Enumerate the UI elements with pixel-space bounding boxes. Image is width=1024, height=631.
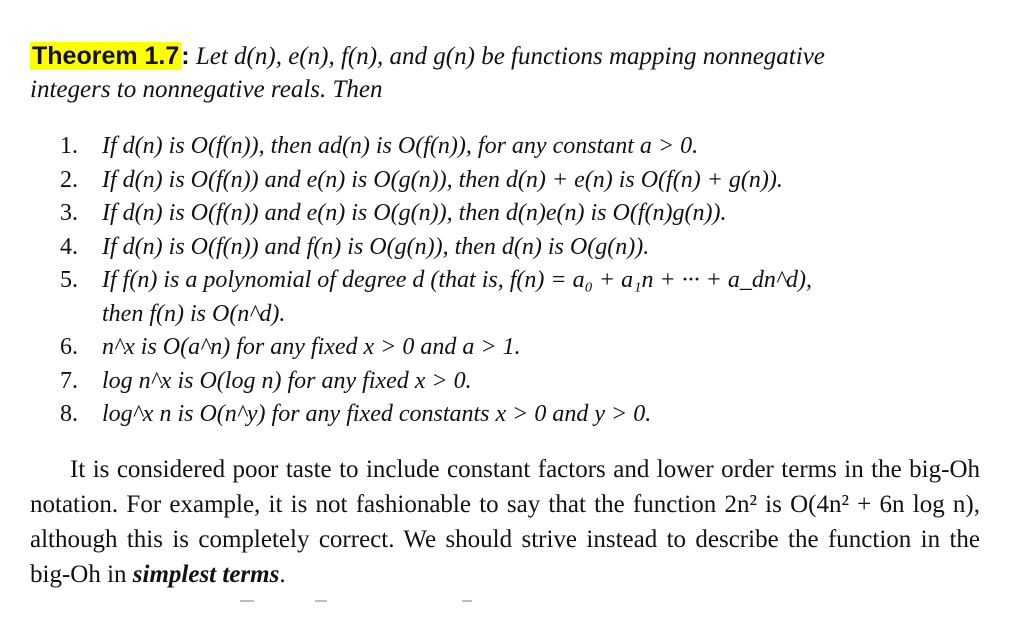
item-number: 8. (60, 401, 78, 427)
item-number: 1. (60, 133, 78, 159)
list-item (60, 365, 1000, 399)
body-paragraph (30, 452, 980, 592)
item-text: log^x n is O(n^y) for any fixed constants x > 0 and y > 0. (102, 401, 652, 427)
item-number: 4. (60, 233, 78, 260)
item-number: 3. (60, 200, 78, 226)
theorem-list (60, 130, 1000, 432)
item-number: 2. (60, 166, 78, 193)
list-item (60, 398, 1000, 432)
item-text: If d(n) is O(f(n)) and e(n) is O(g(n)), then d(n) + e(n) is O(f(n) + g(n)). (102, 166, 783, 193)
list-item (60, 164, 1000, 198)
item-text: If f(n) is a polynomial of degree d (that is, f(n) = a₀ + a₁n + ··· + a_dn^d), (102, 267, 812, 293)
list-item (60, 231, 1000, 265)
item-text: n^x is O(a^n) for any fixed x > 0 and a > 1. (102, 334, 521, 360)
item-number: 5. (60, 267, 78, 293)
item-continuation: then f(n) is O(n^d). (102, 300, 286, 327)
item-text: If d(n) is O(f(n)), then ad(n) is O(f(n)), for any constant a > 0. (102, 133, 699, 159)
page-mark (240, 600, 254, 602)
paragraph-end: . (279, 561, 286, 588)
list-item (60, 130, 1000, 164)
theorem-label: Theorem 1.7 (32, 42, 180, 70)
page-mark (315, 600, 327, 602)
item-number: 7. (60, 367, 78, 394)
paragraph-emphasis: simplest terms (132, 561, 280, 588)
item-text: If d(n) is O(f(n)) and f(n) is O(g(n)), then d(n) is O(g(n)). (102, 233, 650, 260)
theorem-intro-line1: Let d(n), e(n), f(n), and g(n) be functions mapping nonnegative (189, 43, 825, 70)
page-mark (462, 600, 472, 602)
theorem-block (30, 40, 990, 106)
list-item (60, 197, 1000, 231)
theorem-intro-line2: integers to nonnegative reals. Then (30, 76, 383, 103)
list-item (60, 264, 1000, 298)
item-number: 6. (60, 334, 78, 360)
theorem-colon: : (181, 42, 190, 70)
list-item (60, 331, 1000, 365)
item-text: If d(n) is O(f(n)) and e(n) is O(g(n)), then d(n)e(n) is O(f(n)g(n)). (102, 200, 727, 226)
item-text: log n^x is O(log n) for any fixed x > 0. (102, 367, 472, 394)
paragraph-text: It is considered poor taste to include constant factors and lower order terms in the big-Oh notation. For example, it is not fashionable to say that the function 2n² is O(4n² + 6n log n), although this is completely correct. We should strive instead to describe the function in the big-Oh in (30, 456, 980, 588)
